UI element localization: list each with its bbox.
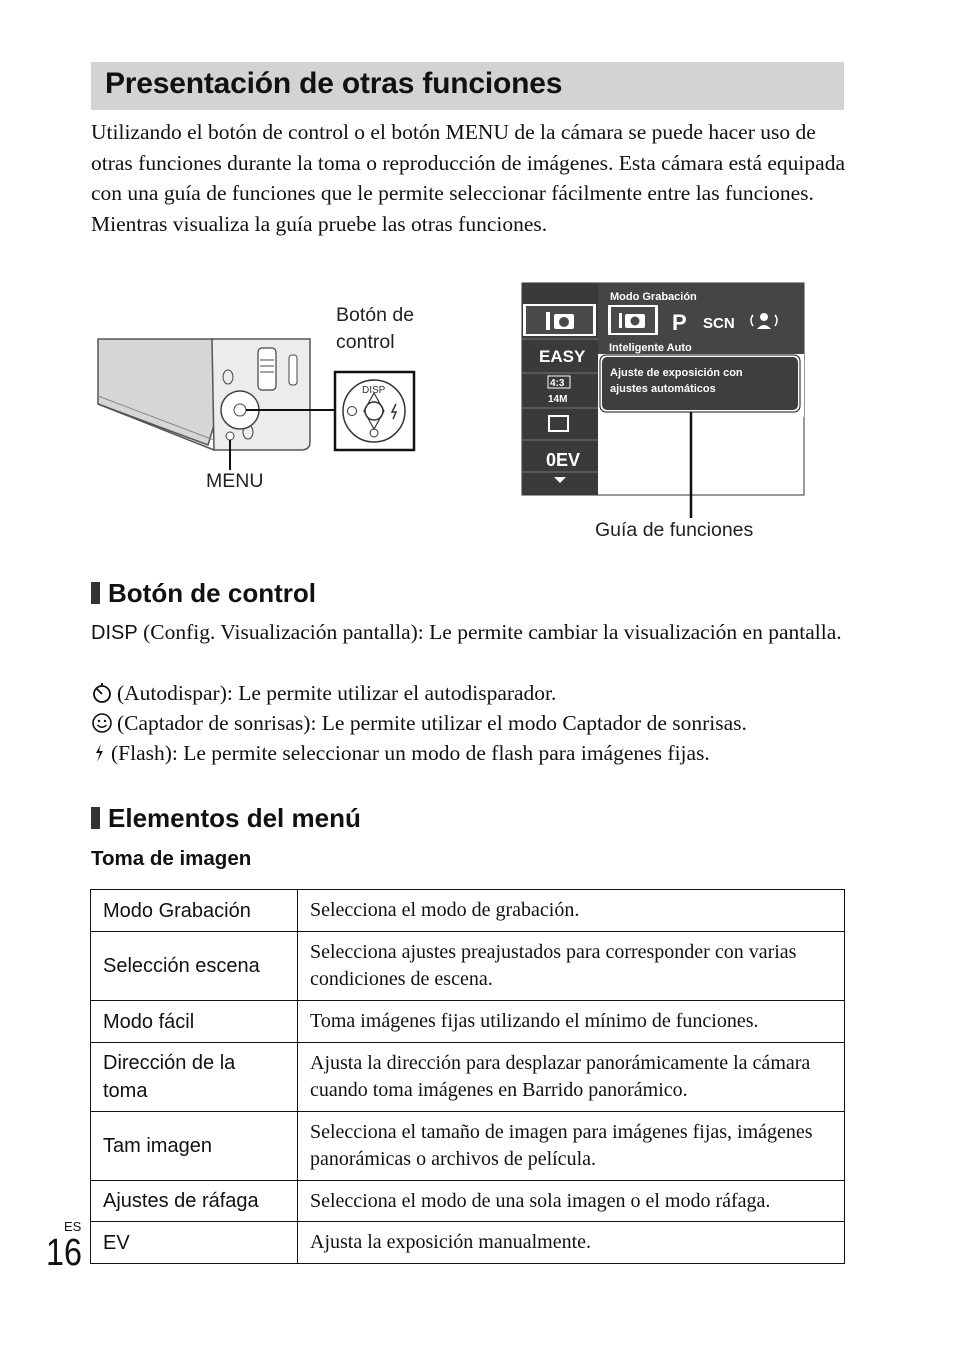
menu-item-name: EV (91, 1222, 298, 1264)
flash-icon (91, 742, 107, 764)
disp-label: DISP (362, 385, 386, 396)
menu-items-table (90, 889, 845, 1264)
disp-description (91, 617, 851, 649)
smile-text: (Captador de sonrisas): Le permite utilizar el modo Captador de sonrisas. (117, 711, 747, 735)
table-row (91, 932, 845, 1001)
disp-text: (Config. Visualización pantalla): Le permite cambiar la visualización en pantalla. (137, 620, 842, 644)
section-title-bar (91, 62, 844, 110)
menu-item-description: Selecciona el modo de grabación. (298, 890, 845, 932)
easy-label: EASY (539, 347, 586, 366)
language-code: ES (64, 1219, 82, 1234)
control-label-line1: Botón de (336, 304, 415, 326)
table-row (91, 890, 845, 932)
self-timer-description (91, 678, 851, 709)
scene-mode-label: SCN (703, 315, 735, 332)
flash-text: (Flash): Le permite seleccionar un modo de flash para imágenes fijas. (111, 741, 710, 765)
menu-item-description: Selecciona el modo de una sola imagen o el modo ráfaga. (298, 1181, 845, 1222)
section-marker (91, 582, 100, 604)
camera-illustration (96, 300, 436, 500)
aspect-ratio-label: 4:3 (550, 378, 565, 389)
menu-item-name: Tam imagen (91, 1112, 298, 1181)
flash-description (91, 738, 851, 769)
guide-text-line1: Ajuste de exposición con (610, 367, 743, 379)
mode-title: Modo Grabación (610, 291, 697, 303)
smile-icon (91, 712, 113, 734)
menu-item-description: Selecciona el tamaño de imagen para imágenes fijas, imágenes panorámicas o archivos de película. (298, 1112, 845, 1181)
shooting-subheading: Toma de imagen (91, 847, 252, 870)
intro-paragraph: Utilizando el botón de control o el botón MENU de la cámara se puede hacer uso de otras funciones durante la toma o reproducción de imágenes. Esta cámara está equipada con una guía de funciones que le permite seleccionar fácilmente entre las funciones. Mientras visualiza la guía pruebe las otras funciones. (91, 120, 845, 236)
control-button-label (336, 302, 414, 356)
menu-heading-text: Elementos del menú (108, 803, 361, 833)
menu-item-name: Modo Grabación (91, 890, 298, 932)
ev-label: 0EV (546, 450, 581, 470)
self-timer-icon (91, 682, 113, 704)
table-row (91, 1043, 845, 1112)
screen-illustration (520, 282, 810, 542)
menu-button-label: MENU (206, 470, 264, 492)
table-row (91, 1112, 845, 1181)
menu-item-description: Ajusta la dirección para desplazar panorámicamente la cámara cuando toma imágenes en Barrido panorámico. (298, 1043, 845, 1112)
function-guide-label: Guía de funciones (595, 519, 754, 541)
table-row (91, 1001, 845, 1043)
menu-item-name: Dirección de la toma (91, 1043, 298, 1112)
disp-key: DISP (91, 622, 138, 644)
self-timer-text: (Autodispar): Le permite utilizar el autodisparador. (117, 681, 557, 705)
menu-item-description: Toma imágenes fijas utilizando el mínimo de funciones. (298, 1001, 845, 1043)
menu-item-description: Selecciona ajustes preajustados para corresponder con varias condiciones de escena. (298, 932, 845, 1001)
control-section-heading (91, 578, 316, 609)
menu-item-description: Ajusta la exposición manualmente. (298, 1222, 845, 1264)
smile-shutter-description (91, 708, 851, 739)
table-row (91, 1181, 845, 1222)
menu-item-name: Modo fácil (91, 1001, 298, 1043)
guide-text-line2: ajustes automáticos (610, 383, 716, 395)
control-heading-text: Botón de control (108, 578, 316, 608)
page-number: 16 (46, 1232, 82, 1274)
image-size-label: 14M (548, 394, 568, 405)
menu-item-name: Selección escena (91, 932, 298, 1001)
menu-item-name: Ajustes de ráfaga (91, 1181, 298, 1222)
section-marker (91, 807, 100, 829)
menu-section-heading (91, 803, 361, 834)
page-title: Presentación de otras funciones (105, 67, 563, 100)
mode-name: Inteligente Auto (609, 342, 692, 354)
program-mode-label: P (672, 310, 687, 335)
table-row (91, 1222, 845, 1264)
lcd-screen-drawing (520, 282, 810, 542)
control-label-line2: control (336, 331, 395, 353)
